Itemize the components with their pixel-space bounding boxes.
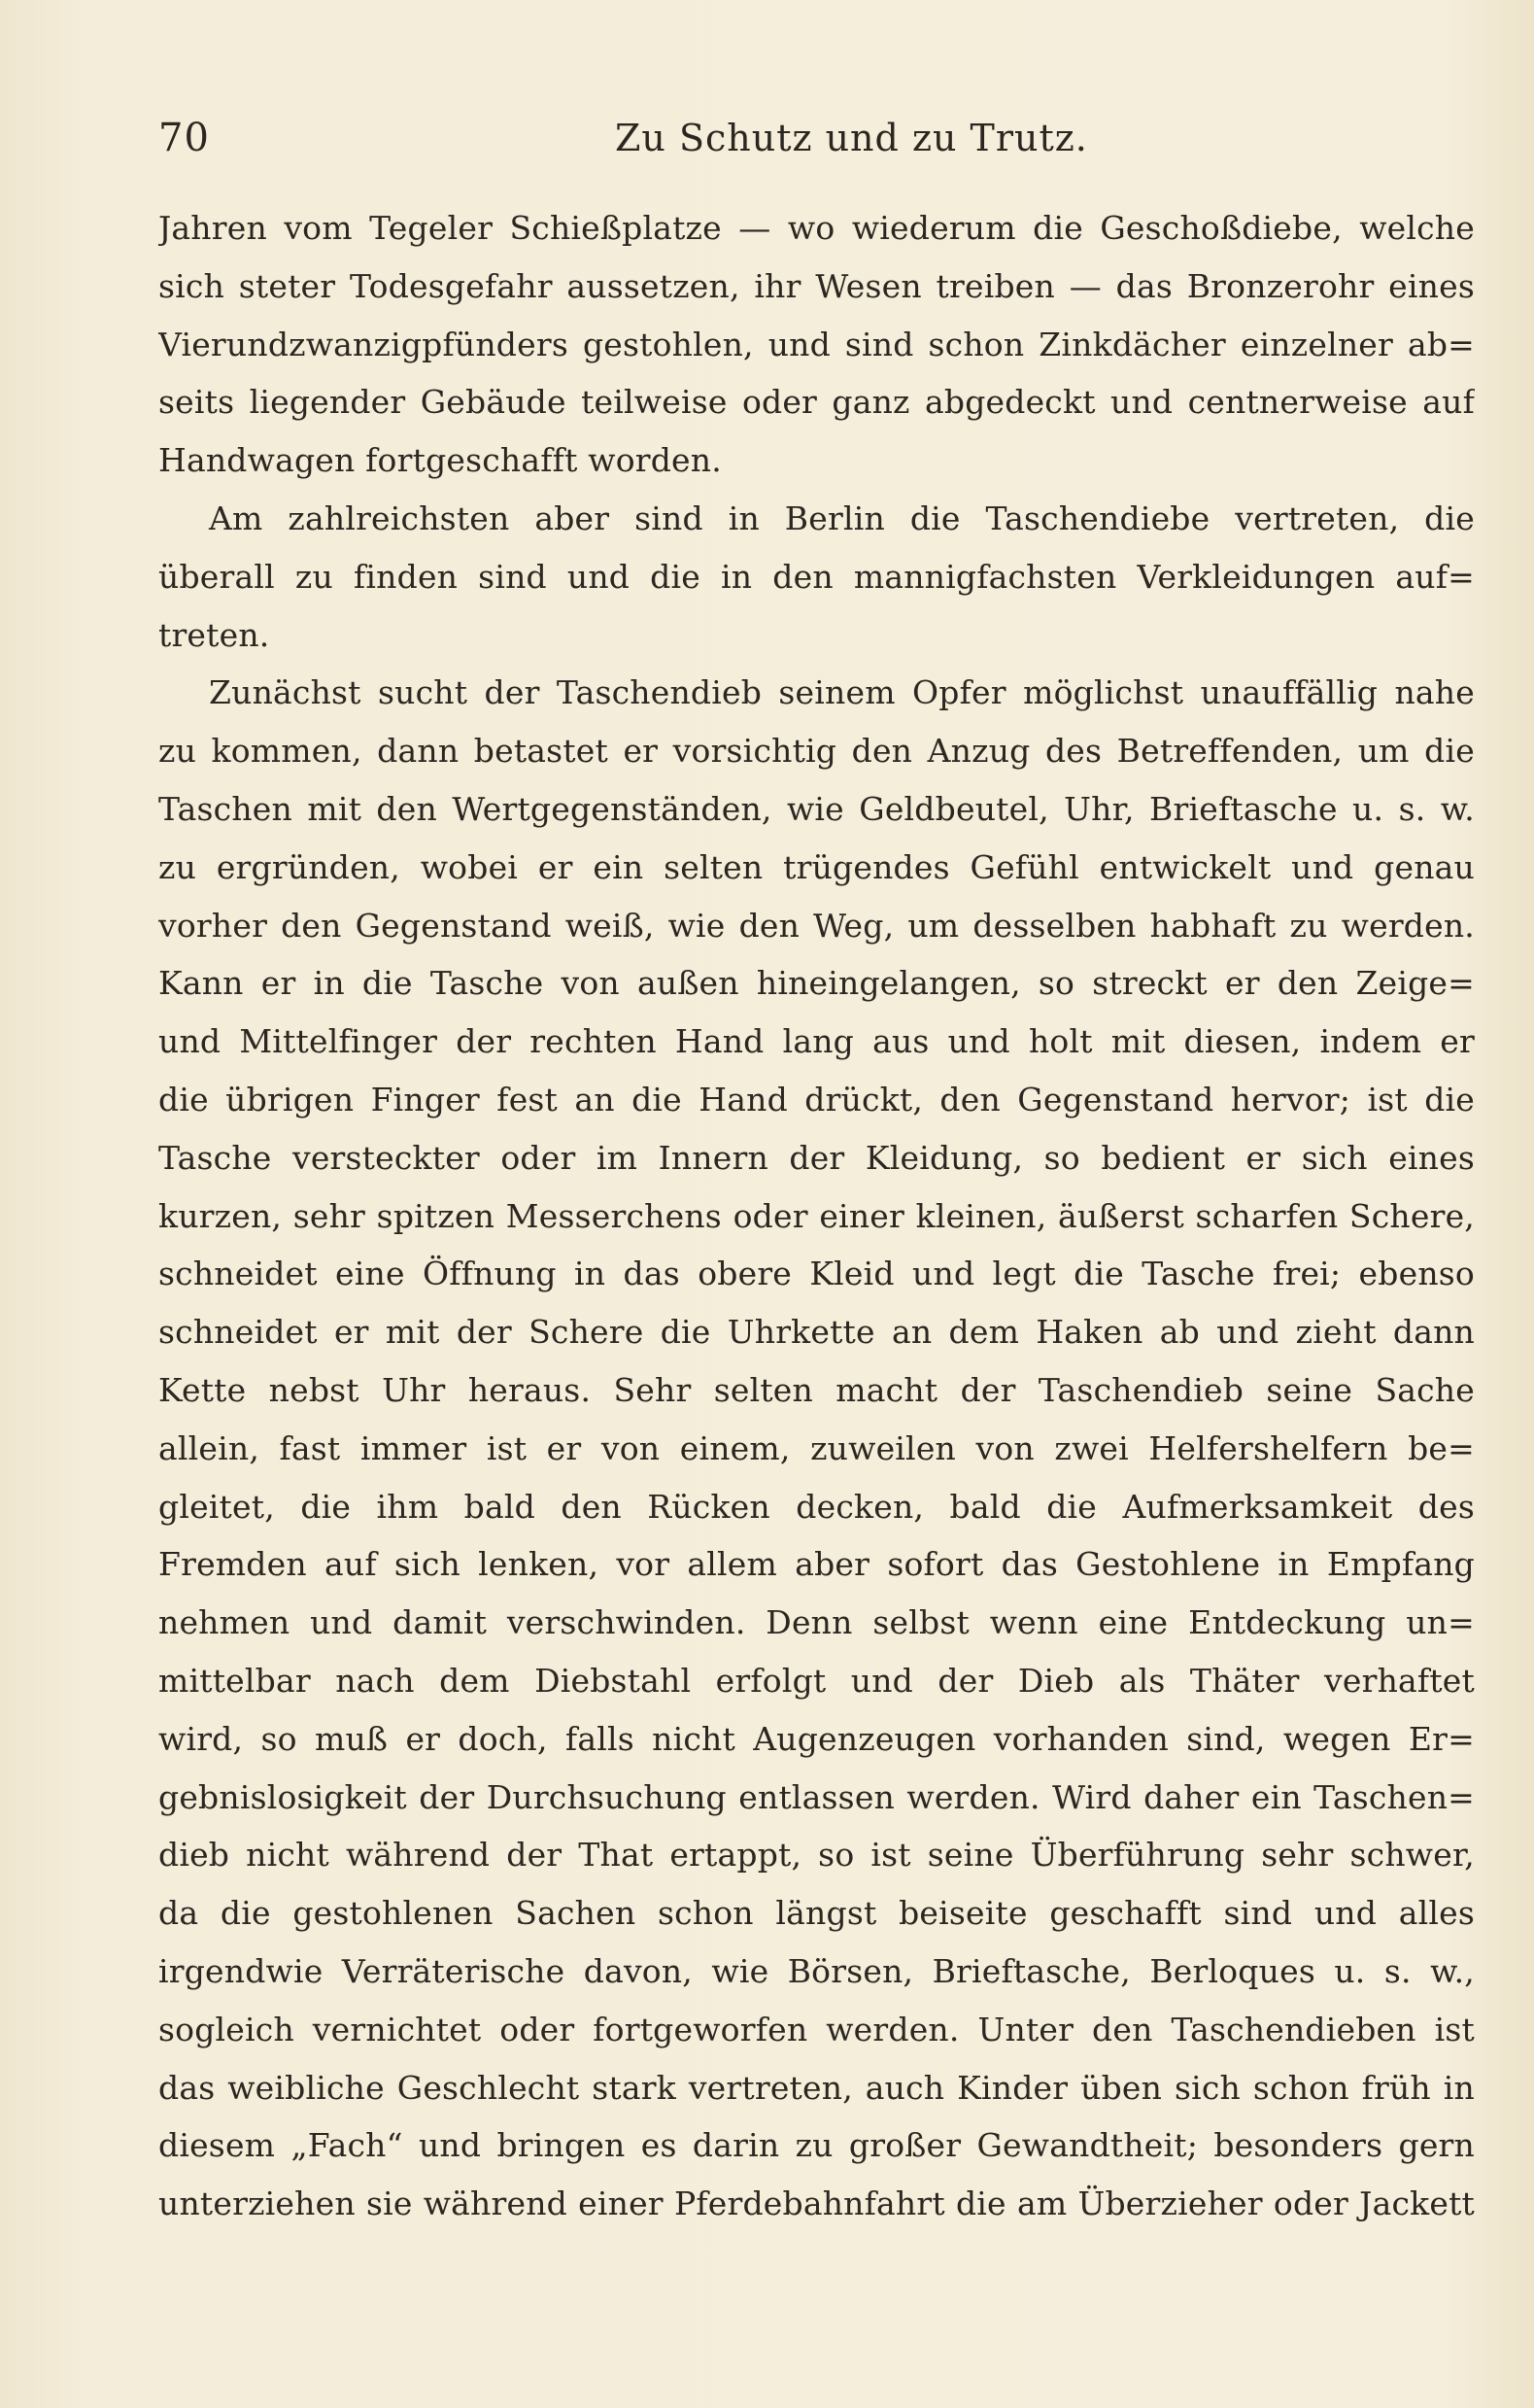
text-line: zu ergründen, wobei er ein selten trügendes Gefühl entwickelt und genau — [158, 847, 1475, 886]
page-header — [158, 109, 1499, 167]
text-line: Taschen mit den Wertgegenständen, wie Geldbeutel, Uhr, Brieftasche u. s. w. — [158, 789, 1475, 828]
text-line: gebnislosigkeit der Durchsuchung entlassen werden. Wird daher ein Taschen= — [158, 1777, 1475, 1816]
text-line: und Mittelfinger der rechten Hand lang aus und holt mit diesen, indem er — [158, 1022, 1475, 1061]
text-line: zu kommen, dann betastet er vorsichtig den Anzug des Betreffenden, um die — [158, 732, 1475, 771]
text-line: da die gestohlenen Sachen schon längst beiseite geschafft sind und alles — [158, 1894, 1475, 1933]
text-line: überall zu finden sind und die in den mannigfachsten Verkleidungen auf= — [158, 557, 1475, 596]
text-line: die übrigen Finger fest an die Hand drückt, den Gegenstand hervor; ist die — [158, 1080, 1475, 1118]
text-line: kurzen, sehr spitzen Messerchens oder einer kleinen, äußerst scharfen Schere, — [158, 1196, 1475, 1235]
text-line: vorher den Gegenstand weiß, wie den Weg, um desselben habhaft zu werden. — [158, 906, 1475, 945]
running-head: Zu Schutz und zu Trutz. — [615, 117, 1088, 159]
text-line: sich steter Todesgefahr aussetzen, ihr Wesen treiben — das Bronzerohr eines — [158, 266, 1475, 305]
text-line: nehmen und damit verschwinden. Denn selbst wenn eine Entdeckung un= — [158, 1603, 1475, 1642]
text-line: Vierundzwanzigpfünders gestohlen, und sind schon Zinkdächer einzelner ab= — [158, 325, 1475, 363]
text-line: Kann er in die Tasche von außen hineingelangen, so streckt er den Zeige= — [158, 964, 1475, 1003]
text-line: Handwagen fortgeschafft worden. — [158, 441, 722, 480]
text-line: unterziehen sie während einer Pferdebahnfahrt die am Überzieher oder Jackett — [158, 2184, 1475, 2223]
text-line: Zunächst sucht der Taschendieb seinem Opfer möglichst unauffällig nahe — [209, 673, 1475, 712]
text-line: dieb nicht während der That ertappt, so ist seine Überführung sehr schwer, — [158, 1836, 1475, 1875]
body-text — [158, 199, 1475, 2233]
text-line: schneidet eine Öffnung in das obere Kleid und legt die Tasche frei; ebenso — [158, 1255, 1475, 1293]
text-line: gleitet, die ihm bald den Rücken decken, bald die Aufmerksamkeit des — [158, 1487, 1475, 1526]
page-number: 70 — [158, 116, 210, 160]
text-line: mittelbar nach dem Diebstahl erfolgt und der Dieb als Thäter verhaftet — [158, 1661, 1475, 1700]
text-line: allein, fast immer ist er von einem, zuweilen von zwei Helfershelfern be= — [158, 1428, 1475, 1467]
text-line: treten. — [158, 615, 270, 654]
text-line: sogleich vernichtet oder fortgeworfen werden. Unter den Taschendieben ist — [158, 2010, 1475, 2048]
text-line: Am zahlreichsten aber sind in Berlin die Taschendiebe vertreten, die — [209, 499, 1475, 537]
text-line: Kette nebst Uhr heraus. Sehr selten macht der Taschendieb seine Sache — [158, 1370, 1475, 1409]
text-line: das weibliche Geschlecht stark vertreten, auch Kinder üben sich schon früh in — [158, 2068, 1475, 2107]
text-line: Tasche versteckter oder im Innern der Kleidung, so bedient er sich eines — [158, 1138, 1475, 1177]
text-line: diesem „Fach“ und bringen es darin zu großer Gewandtheit; besonders gern — [158, 2126, 1475, 2165]
text-line: irgendwie Verräterische davon, wie Börsen, Brieftasche, Berloques u. s. w., — [158, 1951, 1475, 1990]
text-line: Fremden auf sich lenken, vor allem aber sofort das Gestohlene in Empfang — [158, 1545, 1475, 1584]
text-line: seits liegender Gebäude teilweise oder ganz abgedeckt und centnerweise auf — [158, 383, 1475, 422]
text-line: Jahren vom Tegeler Schießplatze — wo wiederum die Geschoßdiebe, welche — [158, 209, 1475, 247]
text-line: wird, so muß er doch, falls nicht Augenzeugen vorhanden sind, wegen Er= — [158, 1719, 1475, 1758]
text-line: schneidet er mit der Schere die Uhrkette an dem Haken ab und zieht dann — [158, 1313, 1475, 1352]
